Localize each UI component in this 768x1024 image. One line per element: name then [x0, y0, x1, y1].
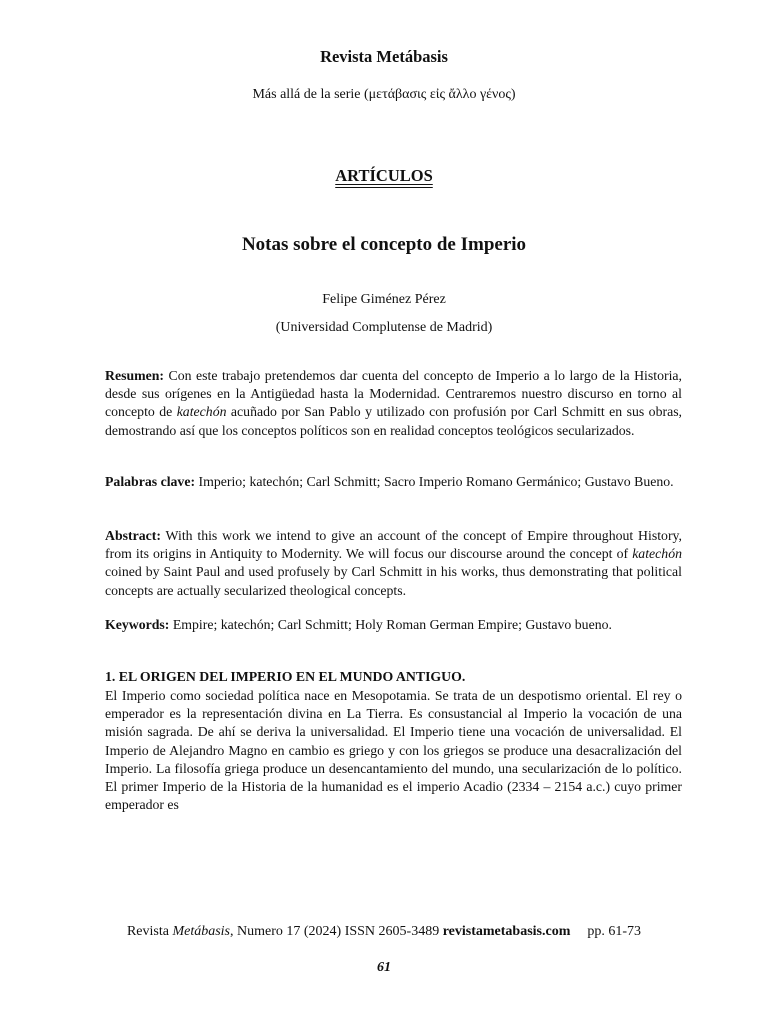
section-1-heading: 1. EL ORIGEN DEL IMPERIO EN EL MUNDO ANTIGUO. [105, 669, 466, 684]
journal-subtitle: Más allá de la serie (μετάβασις εἰς ἄλλο γένος) [252, 87, 516, 102]
footer-pages: pp. 61-73 [587, 924, 642, 939]
palabras-clave-text: Imperio; katechón; Carl Schmitt; Sacro Imperio Romano Germánico; Gustavo Bueno. [195, 474, 674, 489]
footer-journal: Metábasis [172, 924, 230, 939]
resumen-text-1: Con este trabajo pretendemos dar cuenta del concepto de Imperio a lo largo de la Historia, desde sus orígenes en la Antigüedad hasta la Modernidad. Centraremos nuestro discurso en torno al concepto de [105, 368, 682, 420]
author-name: Felipe Giménez Pérez [322, 292, 446, 307]
abstract-paragraph [105, 527, 682, 600]
author-affiliation: (Universidad Complutense de Madrid) [275, 320, 493, 335]
keywords-label: Keywords: [105, 617, 170, 632]
abstract-text-2: coined by Saint Paul and used profusely by Carl Schmitt in his works, thus demonstrating that political concepts are actually secularized theological concepts. [105, 564, 682, 598]
section-heading-label: ARTÍCULOS [335, 166, 433, 185]
keywords-paragraph [105, 616, 682, 634]
footer-issue: , Numero 17 (2024) ISSN 2605-3489 [230, 924, 443, 939]
section-1-body: El Imperio como sociedad política nace en Mesopotamia. Se trata de un despotismo oriental. El rey o emperador es la representación divina en La Tierra. Es consustancial al Imperio la vocación de una misión sagrada. De ahí se deriva la universalidad. El Imperio tiene una vocación de universalidad. El Imperio de Alejandro Magno en cambio es griego y con los griegos se produce una desacralización del Imperio. La filosofía griega produce un desencantamiento del mundo, una secularización de lo político. El primer Imperio de la Historia de la humanidad es el imperio Acadio (2334 – 2154 a.c.) cuyo primer emperador es [105, 688, 682, 813]
resumen-label: Resumen: [105, 368, 165, 383]
journal-title: Revista Metábasis [320, 47, 448, 66]
resumen-term: katechón [176, 404, 227, 420]
resumen-text-2: acuñado por San Pablo y utilizado con profusión por Carl Schmitt en sus obras, demostrando así que los conceptos políticos son en realidad conceptos teológicos secularizados. [105, 404, 683, 438]
page-number: 61 [377, 960, 391, 975]
footer-prefix: Revista [126, 924, 173, 939]
section-heading [0, 166, 768, 186]
abstract-label: Abstract: [105, 528, 161, 543]
resumen-paragraph [105, 367, 682, 440]
abstract-term: katechón [632, 546, 682, 562]
keywords-text: Empire; katechón; Carl Schmitt; Holy Roman German Empire; Gustavo bueno. [169, 617, 612, 632]
palabras-clave-paragraph [105, 473, 682, 491]
footer [0, 924, 768, 940]
footer-website: revistametabasis.com [442, 924, 571, 939]
palabras-clave-label: Palabras clave: [105, 474, 196, 489]
abstract-text-1: With this work we intend to give an account of the concept of Empire throughout History, from its origins in Antiquity to Modernity. We will focus our discourse around the concept of [105, 528, 682, 562]
article-title: Notas sobre el concepto de Imperio [241, 234, 527, 255]
